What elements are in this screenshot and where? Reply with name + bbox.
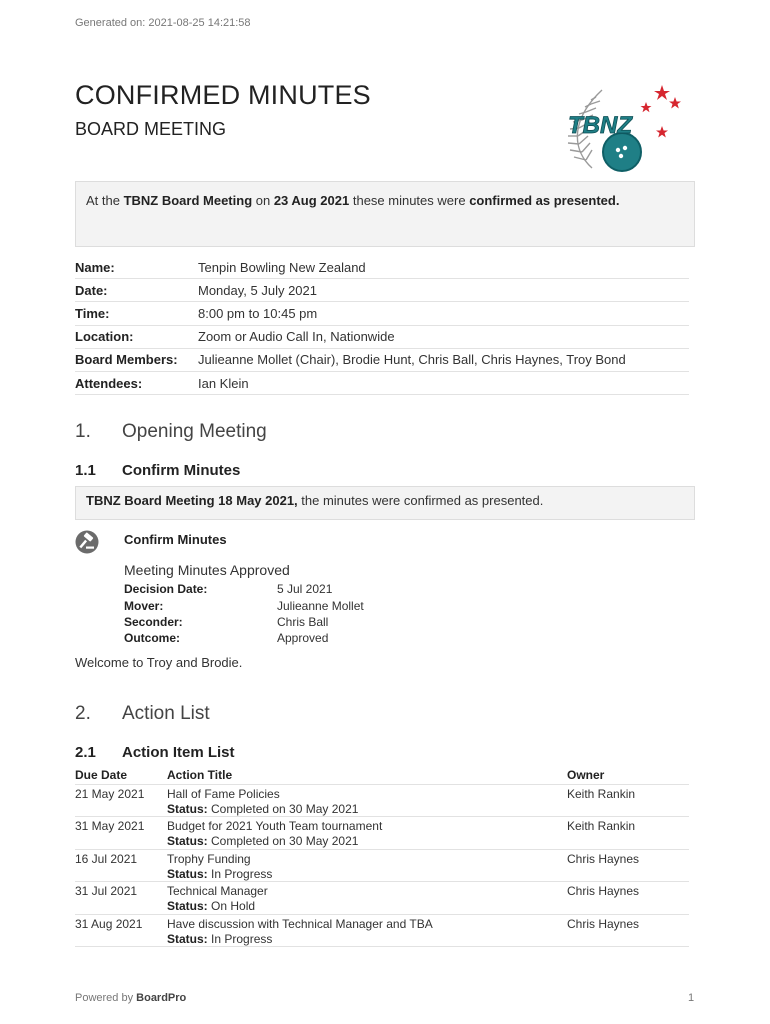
status-label: Status: (167, 899, 208, 914)
meta-label: Attendees: (75, 375, 143, 391)
action-title: Hall of Fame Policies (167, 787, 280, 801)
star-icons (641, 85, 682, 138)
tbnz-logo (562, 80, 688, 176)
previous-minutes-text: the minutes were confirmed as presented. (297, 493, 544, 508)
subsection-heading-confirm (75, 462, 240, 479)
subsection-number: 1.1 (75, 462, 96, 479)
decision-title: Confirm Minutes (124, 532, 227, 547)
document-title: CONFIRMED MINUTES (75, 80, 371, 110)
action-status: Completed on 30 May 2021 (207, 834, 359, 849)
previous-minutes-meeting: TBNZ Board Meeting 18 May 2021, (86, 493, 298, 508)
meta-value: Zoom or Audio Call In, Nationwide (198, 329, 395, 345)
column-header-due-date: Due Date (75, 768, 128, 782)
powered-by-text: Powered by (75, 992, 137, 1004)
table-row (75, 785, 689, 817)
section-heading-opening (75, 421, 267, 443)
decision-value: Approved (277, 631, 329, 646)
meta-value: Monday, 5 July 2021 (198, 282, 317, 298)
generated-timestamp: Generated on: 2021-08-25 14:21:58 (75, 17, 251, 29)
action-due-date: 16 Jul 2021 (75, 851, 138, 866)
confirmation-date: 23 Aug 2021 (273, 193, 350, 208)
status-label: Status: (167, 931, 208, 946)
meta-label: Time: (75, 305, 110, 321)
decision-details (124, 581, 364, 647)
meta-label: Date: (75, 282, 108, 298)
confirmation-prefix: At the (86, 193, 124, 208)
action-due-date: 21 May 2021 (75, 787, 145, 801)
welcome-note: Welcome to Troy and Brodie. (75, 655, 243, 670)
decision-value: Julieanne Mollet (277, 598, 364, 613)
decision-row (124, 614, 364, 630)
meta-row-name (75, 256, 689, 279)
meta-row-date (75, 279, 689, 302)
action-owner: Chris Haynes (567, 916, 640, 931)
subsection-heading-action-items (75, 744, 235, 761)
action-owner: Chris Haynes (567, 851, 640, 866)
decision-key: Outcome: (124, 631, 181, 646)
table-row (75, 817, 689, 849)
action-status: On Hold (207, 899, 256, 914)
confirmation-middle: these minutes were (349, 193, 470, 208)
action-status: In Progress (207, 931, 273, 946)
action-due-date: 31 May 2021 (75, 819, 145, 834)
meta-row-location (75, 326, 689, 349)
action-title: Have discussion with Technical Manager and TBA (167, 916, 433, 931)
section-title: Action List (122, 703, 210, 724)
previous-minutes-box (75, 486, 695, 520)
subsection-title: Confirm Minutes (122, 462, 241, 479)
table-row (75, 882, 689, 914)
status-label: Status: (167, 834, 208, 849)
decision-key: Mover: (124, 598, 164, 613)
document-subtitle: BOARD MEETING (75, 119, 227, 139)
meeting-details (75, 256, 689, 395)
decision-row (124, 630, 364, 646)
table-row (75, 915, 689, 947)
action-title: Budget for 2021 Youth Team tournament (167, 819, 383, 834)
meta-value: Tenpin Bowling New Zealand (198, 259, 366, 275)
action-cell (167, 917, 567, 946)
confirmation-meeting: TBNZ Board Meeting (123, 193, 253, 208)
action-owner: Keith Rankin (567, 787, 636, 801)
action-owner: Keith Rankin (567, 819, 636, 834)
section-number: 1. (75, 421, 91, 442)
action-due-date: 31 Jul 2021 (75, 884, 138, 899)
decision-key: Decision Date: (124, 582, 208, 597)
action-due-date: 31 Aug 2021 (75, 916, 143, 931)
meta-value: Julieanne Mollet (Chair), Brodie Hunt, Chris Ball, Chris Haynes, Troy Bond (198, 352, 626, 368)
meta-value: Ian Klein (198, 375, 249, 391)
subsection-number: 2.1 (75, 744, 96, 761)
action-cell (167, 819, 567, 848)
meta-row-board-members (75, 349, 689, 372)
boardpro-link[interactable]: BoardPro (136, 992, 187, 1004)
action-cell (167, 884, 567, 913)
decision-row (124, 581, 364, 597)
subsection-title: Action Item List (122, 744, 235, 761)
logo-text: TBNZ (568, 112, 632, 139)
decision-value: 5 Jul 2021 (277, 582, 333, 597)
page-number: 1 (688, 992, 695, 1004)
action-status: Completed on 30 May 2021 (207, 802, 359, 816)
confirmation-status: confirmed as presented. (469, 193, 620, 208)
decision-result: Meeting Minutes Approved (124, 562, 290, 578)
confirmation-box (75, 181, 695, 247)
decision-key: Seconder: (124, 614, 183, 629)
table-header (75, 768, 689, 785)
column-header-action-title: Action Title (167, 768, 233, 782)
action-title: Technical Manager (167, 884, 268, 899)
section-title: Opening Meeting (122, 421, 267, 442)
meta-row-time (75, 302, 689, 325)
action-item-table (75, 768, 689, 947)
powered-by (75, 992, 186, 1004)
action-cell (167, 787, 567, 816)
meta-value: 8:00 pm to 10:45 pm (198, 305, 318, 321)
table-row (75, 850, 689, 882)
action-title: Trophy Funding (167, 851, 251, 866)
section-number: 2. (75, 703, 91, 724)
confirmation-mid: on (252, 193, 274, 208)
status-label: Status: (167, 866, 208, 881)
meta-label: Location: (75, 329, 134, 345)
status-label: Status: (167, 802, 208, 816)
meta-label: Name: (75, 259, 115, 275)
action-owner: Chris Haynes (567, 884, 640, 899)
section-heading-action-list (75, 703, 210, 725)
action-cell (167, 852, 567, 881)
decision-value: Chris Ball (277, 614, 329, 629)
action-status: In Progress (207, 866, 273, 881)
column-header-owner: Owner (567, 768, 605, 782)
gavel-icon (75, 530, 99, 554)
meta-row-attendees (75, 372, 689, 395)
decision-row (124, 597, 364, 613)
meta-label: Board Members: (75, 352, 178, 368)
